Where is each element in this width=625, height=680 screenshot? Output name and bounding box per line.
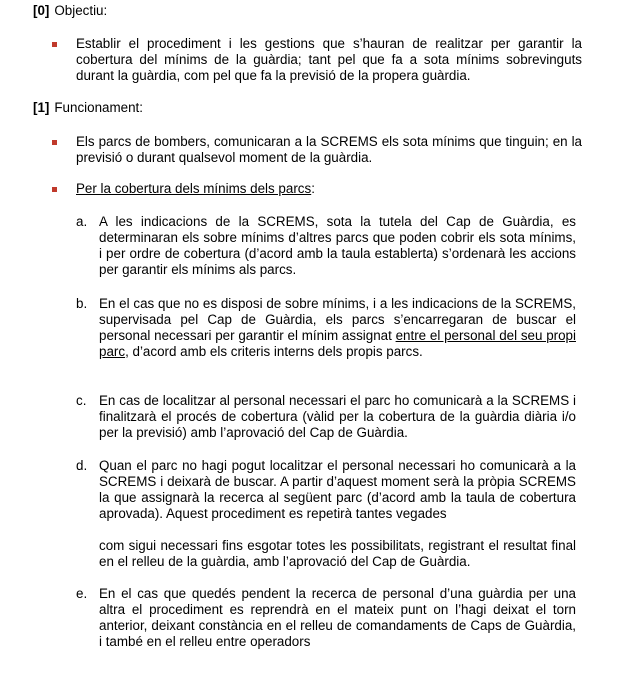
bullet-square-icon — [52, 42, 57, 47]
bullet-text: Establir el procediment i les gestions que s’hauran de realitzar per garantir la cobertura del mínims de la guàrdia; tant pel que fa a sota mínims sobrevinguts durant la guàrdia, com pel que fa la previsió de la propera guàrdia. — [76, 36, 582, 83]
item-letter: b. — [76, 296, 88, 311]
bullet-square-icon — [52, 187, 57, 192]
item-text: A les indicacions de la SCREMS, sota la tutela del Cap de Guàrdia, es determinaran els sobre mínims d’altres parcs que poden cobrir els sota mínims, i per ordre de cobertura (d’acord amb la taula establerta) s’ordenarà les accions per garantir els mínims als parcs. — [99, 214, 576, 277]
underlined-subheading: Per la cobertura dels mínims dels parcs — [76, 181, 312, 196]
bullet-text — [76, 181, 582, 197]
objective-bullet — [52, 36, 582, 84]
item-letter: d. — [76, 458, 88, 473]
item-text: Quan el parc no hagi pogut localitzar el personal necessari ho comunicarà a la SCREMS i deixarà de buscar. A partir d’aquest moment serà la pròpia SCREMS la que assignarà la recerca al següent parc (d’acord amb la taula de cobertura aprovada). Aquest procediment es repetirà tantes vegades — [99, 458, 576, 521]
subheading-colon: : — [311, 181, 315, 196]
item-text-end: , d’acord amb els criteris interns dels propis parcs. — [125, 344, 423, 359]
list-item-b — [76, 296, 576, 360]
list-item-e — [76, 586, 576, 650]
item-text — [99, 296, 576, 360]
item-text-start: En el cas que no es disposi de sobre mínims, i a les indicacions de la SCREMS, supervisada pel Cap de Guàrdia, els parcs s’encarregaran de buscar el personal necessari per garantir el mínim assignat — [99, 296, 576, 343]
operation-bullet-2 — [52, 181, 582, 197]
list-item-a — [76, 214, 576, 278]
list-item-d — [76, 458, 576, 522]
list-item-d-continuation: com sigui necessari fins esgotar totes les possibilitats, registrant el resultat final en el relleu de la guàrdia, amb l’aprovació del Cap de Guàrdia. — [99, 538, 576, 569]
section-title: Funcionament: — [54, 100, 143, 115]
item-letter: c. — [76, 393, 87, 408]
bullet-text: Els parcs de bombers, comunicaran a la SCREMS els sota mínims que tinguin; en la previsió o durant qualsevol moment de la guàrdia. — [76, 134, 582, 165]
section-number: [0] — [33, 3, 50, 18]
bullet-square-icon — [52, 140, 57, 145]
section-heading-objective — [33, 3, 107, 18]
list-item-c — [76, 393, 576, 441]
item-letter: e. — [76, 586, 88, 601]
item-text: En cas de localitzar al personal necessari el parc ho comunicarà a la SCREMS i finalitzarà el procés de cobertura (vàlid per la cobertura de la guàrdia diària i/o per la previsió) amb l’aprovació del Cap de Guàrdia. — [99, 393, 576, 440]
item-letter: a. — [76, 214, 88, 229]
section-title: Objectiu: — [54, 3, 108, 18]
section-number: [1] — [33, 100, 50, 115]
section-heading-operation — [33, 100, 143, 115]
item-text-underlined: entre el personal del seu propi parc — [99, 328, 576, 359]
operation-bullet-1 — [52, 134, 582, 166]
item-text: En el cas que quedés pendent la recerca de personal d’una guàrdia per una altra el procediment es reprendrà en el mateix punt on l’hagi deixat el torn anterior, deixant constància en el relleu de comandaments de Caps de Guàrdia, i també en el relleu entre operadors — [99, 586, 576, 649]
